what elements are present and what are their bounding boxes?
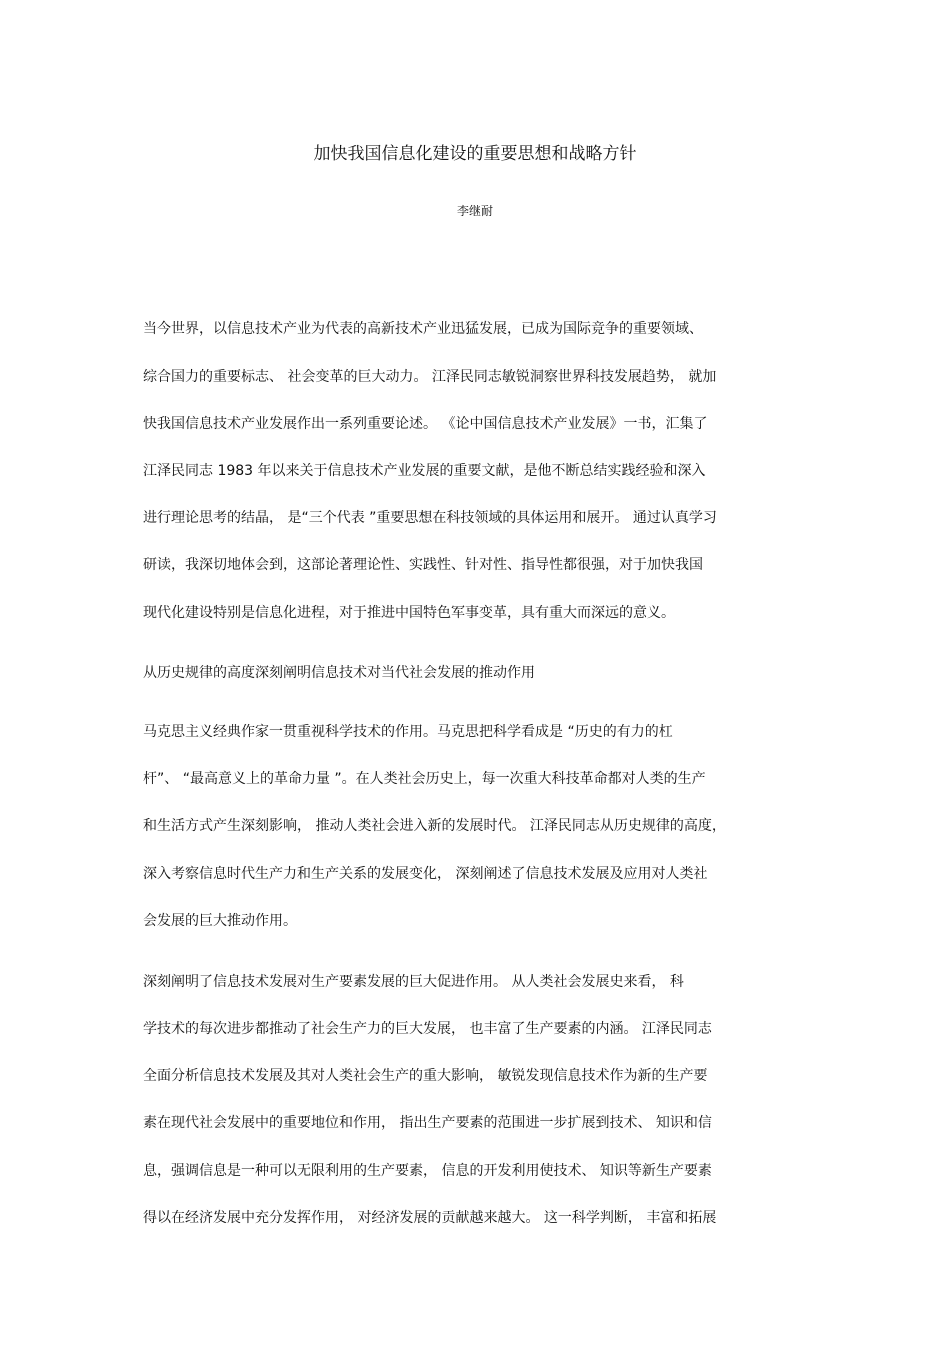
body-line: 全面分析信息技术发展及其对人类社会生产的重大影响， 敏锐发现信息技术作为新的生产要: [143, 1068, 708, 1084]
body-line: 综合国力的重要标志、 社会变革的巨大动力。 江泽民同志敏锐洞察世界科技发展趋势， 就加: [143, 369, 717, 385]
body-line: 息，强调信息是一种可以无限利用的生产要素， 信息的开发利用使技术、 知识等新生产要素: [143, 1163, 712, 1179]
body-line: 深刻阐明了信息技术发展对生产要素发展的巨大促进作用。 从人类社会发展史来看， 科: [143, 974, 684, 990]
body-line: 学技术的每次进步都推动了社会生产力的巨大发展， 也丰富了生产要素的内涵。 江泽民同志: [143, 1021, 712, 1037]
body-line: 进行理论思考的结晶， 是“三个代表 ”重要思想在科技领域的具体运用和展开。 通过认真学习: [143, 510, 717, 526]
body-line: 研读，我深切地体会到，这部论著理论性、实践性、针对性、指导性都很强，对于加快我国: [143, 557, 703, 573]
document-author: 李继耐: [456, 204, 493, 218]
body-line: 当今世界，以信息技术产业为代表的高新技术产业迅猛发展，已成为国际竞争的重要领域、: [143, 321, 703, 337]
body-line: 杆”、 “最高意义上的革命力量 ”。在人类社会历史上，每一次重大科技革命都对人类的生产: [143, 771, 706, 787]
body-line: 素在现代社会发展中的重要地位和作用， 指出生产要素的范围进一步扩展到技术、 知识和信: [143, 1115, 712, 1131]
document-title: 加快我国信息化建设的重要思想和战略方针: [313, 144, 637, 164]
body-line: 现代化建设特别是信息化进程，对于推进中国特色军事变革，具有重大而深远的意义。: [143, 605, 675, 621]
body-line: 江泽民同志 1983 年以来关于信息技术产业发展的重要文献，是他不断总结实践经验和深入: [143, 463, 706, 479]
section-heading: 从历史规律的高度深刻阐明信息技术对当代社会发展的推动作用: [143, 665, 535, 681]
body-line: 得以在经济发展中充分发挥作用， 对经济发展的贡献越来越大。 这一科学判断， 丰富和拓展: [143, 1210, 717, 1226]
body-line: 马克思主义经典作家一贯重视科学技术的作用。马克思把科学看成是 “历史的有力的杠: [143, 724, 673, 740]
body-line: 会发展的巨大推动作用。: [143, 913, 297, 929]
body-line: 深入考察信息时代生产力和生产关系的发展变化， 深刻阐述了信息技术发展及应用对人类社: [143, 866, 708, 882]
body-line: 快我国信息技术产业发展作出一系列重要论述。 《论中国信息技术产业发展》一书，汇集了: [143, 416, 708, 432]
body-line: 和生活方式产生深刻影响， 推动人类社会进入新的发展时代。 江泽民同志从历史规律的高度，: [143, 818, 726, 834]
